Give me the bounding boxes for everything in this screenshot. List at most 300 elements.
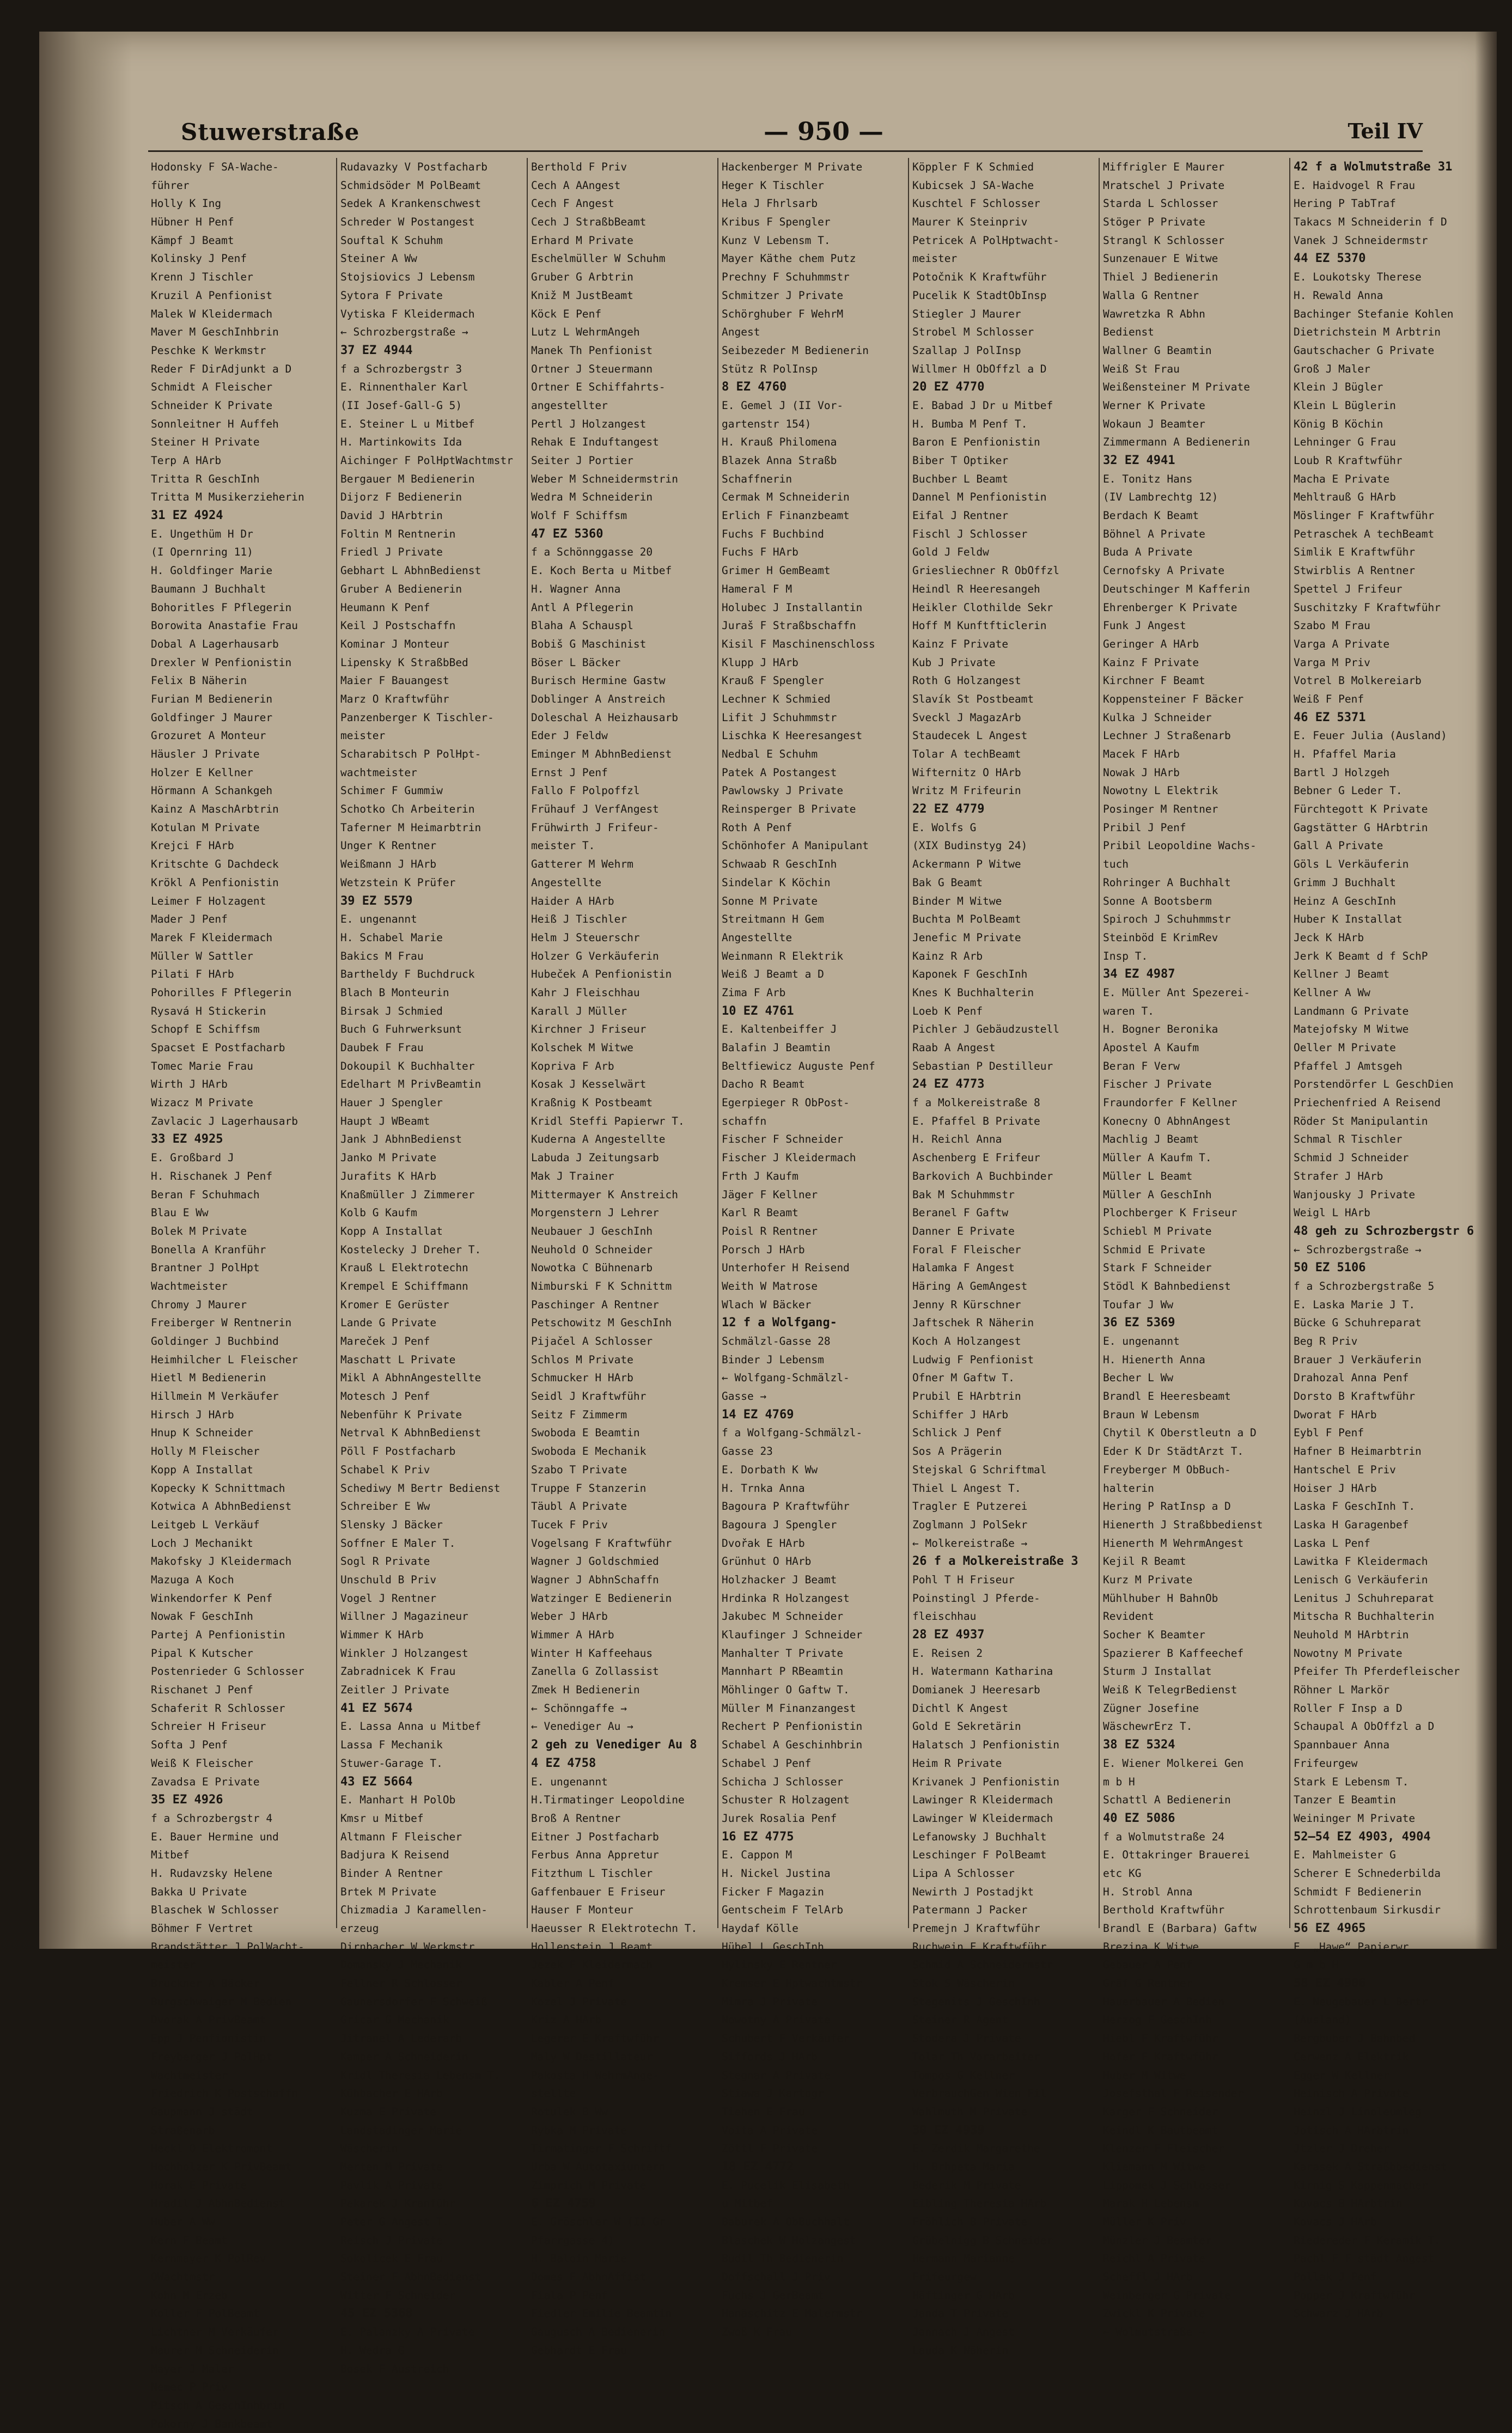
directory-entry: Wäscherin [340,2142,398,2155]
directory-entry: Seiter J Portier [531,454,633,467]
directory-entry: Nowotka C Bühnenarb [531,1261,653,1275]
directory-entry: Sebastian P Destilleur [912,1059,1053,1072]
directory-entry: Starda L Schlosser [1103,197,1218,210]
directory-entry: Stejskal G Schriftmal [912,1463,1047,1476]
directory-entry: Softa J Penf [151,1739,228,1752]
directory-entry: Gräf G Rentner [1103,1977,1193,1990]
directory-entry: Hantschel E Priv [1294,1463,1396,1476]
directory-entry: Kainz R Arb [912,949,983,962]
directory-entry: Schaupal A ObOffzl a D [1294,1720,1435,1733]
directory-entry: Ficker F Magazin [722,1885,824,1898]
directory-entry: Grübelnigg B Schneider [912,2234,1053,2247]
directory-entry: Schmälzl-Gasse 28 [722,1335,831,1347]
directory-entry: Kuschtel F Schlosser [912,197,1040,210]
directory-entry: Nowak J HArb [1103,766,1180,779]
directory-entry: E. Bauer Hermine und [151,1830,279,1843]
directory-entry: Angestellte [722,931,792,944]
directory-entry: Wifternitz O HArb [912,766,1021,779]
directory-entry: Dvořak E HArb [722,1536,805,1550]
directory-entry: Pokorny J Bankbeamt [151,2417,273,2430]
directory-entry: Bederik M Private [912,2179,1021,2192]
directory-entry: Souftal K Schuhm [340,234,443,247]
directory-entry: Dacho R Beamt [722,1078,805,1091]
directory-entry: Lechner K Schmied [722,692,831,705]
directory-entry: Doffschall J Priv [722,2271,831,2284]
directory-entry: Roth A Penf [722,821,792,834]
directory-entry: Dokoupil K Buchhalter [340,1059,475,1072]
directory-entry: Sonnleitner H Auffeh [151,417,279,430]
directory-entry: Hanäschitz E Malermstr [722,2307,863,2320]
directory-entry: Stegenits J GeschInh [912,1995,1040,2008]
directory-entry: H. Trnka Anna [722,1481,805,1495]
directory-entry: Kub J Private [912,656,996,669]
directory-entry: Konecny O AbhnAngest [1103,1114,1231,1127]
directory-entry: Schmidsöder M PolBeamt [340,179,481,192]
directory-entry: Spannbauer Anna [1294,1739,1390,1752]
directory-entry: Bakka U Private [151,1885,247,1898]
directory-entry: Scherer E Schnederbilda [1294,1867,1441,1880]
directory-entry: Mratschel J Private [1103,179,1225,192]
directory-entry: Bohoritles F Pflegerin [151,601,292,614]
directory-entry: 6 EZ 4759 [531,2197,596,2211]
directory-entry: Wolf F Schiffsm [531,509,627,522]
directory-entry: Pichler J Gebäudzustell [912,1023,1060,1036]
directory-entry: Epp J Penfionistin [151,2032,266,2045]
directory-entry: Pfarrgasse 4) [531,2234,614,2247]
directory-entry: Pilati F HArb [151,968,234,981]
directory-entry: H. Pfaffel Maria [1294,748,1396,760]
directory-entry: Seitz F Zimmerm [531,1408,627,1421]
directory-entry: Voita A Private [722,2124,818,2137]
directory-entry: Janko M Private [340,1151,437,1164]
directory-entry: gartenstr 154) [722,417,812,430]
directory-entry: Partej A Penfionistin [151,1629,285,1641]
directory-entry: Janda T Private [912,2307,1009,2320]
directory-entry: Gaugusch A Bedienerin [531,2326,666,2339]
directory-entry: Makofsky J Kleidermach [151,1555,292,1568]
directory-entry: Schlos M Private [531,1353,633,1366]
directory-entry: Kolb G Kaufm [340,1206,417,1219]
directory-entry: Krempel E Schiffmann [340,1279,468,1292]
directory-entry: Fraundorfer F Kellner [1103,1096,1237,1109]
directory-entry: Grünhut O HArb [722,1555,812,1568]
directory-entry: Steiner R Agent [912,2014,1009,2027]
directory-entry: 52—54 EZ 4903, 4904 [1294,1830,1431,1844]
directory-entry: Buch G Fuhrwerksunt [340,1023,462,1036]
directory-entry: Swoboda E Mechanik [531,1445,647,1458]
directory-entry: Lawinger R Kleidermach [912,1794,1053,1807]
directory-entry: Schmal R Tischler [1294,1133,1403,1146]
directory-entry: Brantner J PolHpt [151,1261,260,1275]
directory-entry: Eder K Dr StädtArzt T. [1103,1445,1244,1458]
directory-entry: Laska H Garagenbef [1294,1518,1409,1531]
directory-entry: Angest [722,326,760,339]
directory-entry: Varga M Priv [1294,656,1370,669]
directory-entry: Wlach W Bäcker [722,1298,812,1311]
directory-entry: E. Loukotsky Therese [1294,271,1422,284]
directory-entry: Unterhofer H Reisend [722,1261,850,1275]
column-divider [1289,158,1290,1928]
directory-entry: f a Schrozbergstraße 5 [1294,1279,1435,1292]
directory-entry: Schlick J Penf [912,1426,1002,1440]
directory-entry: Hering P RatInsp a D [1103,1500,1231,1513]
directory-entry: Hirsch J HArb [151,1408,234,1421]
directory-entry: Legerer E Kraftwführ [531,2032,659,2045]
column-5 [912,158,1096,2357]
directory-entry: H.Tirmatinger Leopoldine [531,1794,685,1807]
directory-entry: Maly W Destillateur [531,2050,653,2063]
directory-entry: Kirnig S Kappenmacher [1294,2179,1428,2192]
directory-entry: Dorsto B Kraftwführ [1294,1390,1416,1403]
directory-entry: Wanjousky J Private [1294,1188,1416,1201]
directory-entry: Mikl A AbhnAngestellte [340,1371,481,1385]
directory-entry: Gebhardt E Frau [531,2344,627,2357]
directory-entry: Prechny F Schuhmmstr [722,271,850,284]
directory-entry: Vogelsang F Kraftwführ [531,1536,672,1550]
directory-entry: Edelhart M PrivBeamtin [340,1078,481,1091]
directory-entry: Ackermann P Witwe [912,858,1021,871]
directory-entry: Aichinger F PolHptWachtmstr [340,454,513,467]
directory-entry: Mader J Penf [151,913,228,926]
directory-entry: Maurer M Schneiderin [151,2344,279,2357]
directory-entry: Maver M GeschInhbrin [151,326,279,339]
directory-entry: Kovacs B HArbtrin [1294,2197,1403,2210]
directory-entry: Reisch J Private [340,2234,443,2247]
directory-entry: Koch A Holzangest [912,1335,1021,1347]
directory-entry: Bosek F Austreich [340,2362,449,2375]
directory-entry: Krauß F Spengler [722,674,824,687]
directory-entry: Dietrichstein M Arbtrin [1294,326,1441,339]
directory-entry: meister [151,1959,196,1972]
directory-entry: E. „Hawe“ Papierwr [1294,1940,1409,1953]
directory-entry: Weiß K TelegrBedienst [1103,1684,1237,1697]
directory-entry: Rechert P Penfionistin [722,1720,863,1733]
directory-entry: Kisil F Maschinenschloss [722,637,875,650]
column-6 [1103,158,1287,2339]
directory-entry: Keindl K Bautbeamt [1103,2124,1218,2137]
directory-entry: Lenisch G Verkäuferin [1294,1573,1428,1586]
directory-entry: Goldfinger J Maurer [151,711,273,724]
directory-entry: Gaffenbauer E Friseur [531,1885,666,1898]
directory-entry: Aschenberg E Frifeur [912,1151,1040,1164]
directory-entry: H. Schabel Marie [340,931,443,944]
directory-entry: Schmid J Schneider [1294,1151,1409,1164]
directory-entry: Röhner L Markör [1294,1684,1390,1697]
directory-entry: f a Schönnggasse 20 [531,546,653,559]
directory-entry: Malek W Kleidermach [151,307,273,320]
directory-entry: Hodonsky F SA-Wache- [151,161,279,173]
directory-entry: Weigl L HArb [1294,1206,1370,1219]
directory-entry: Priechenfried A Reisend [1294,1096,1441,1109]
directory-entry: Neuhold O Schneider [531,1243,653,1256]
directory-entry: Freyberger J PolHpt [151,2050,273,2063]
directory-entry: Manek Th Penfionist [531,344,653,357]
directory-entry: H. Baloin Marie [531,2252,627,2265]
directory-entry: Cech J StraßbBeamt [531,216,647,229]
directory-entry: Fiala P Penf [531,2289,608,2302]
directory-entry: Bak M Schuhmmstr [912,1188,1015,1201]
directory-entry: Zoglmann J PolSekr [912,1518,1028,1531]
directory-entry: Seidl J Kraftwführ [531,1390,647,1403]
directory-entry: Heger K Tischler [722,179,824,192]
directory-entry: Weiß F Penf [1294,692,1364,705]
directory-entry: Fuchs J GerBeamt [722,2289,824,2302]
directory-entry: ← Schrozbergstraße → [1294,1243,1422,1256]
directory-entry: Cech F Angest [531,197,614,210]
directory-entry: Kämpf J Beamt [151,234,234,247]
directory-entry: Binder J Lebensm [722,1353,824,1366]
directory-entry: Stojsiovics J Lebensm [340,271,475,284]
directory-entry: Binder M Witwe [912,894,1002,907]
header-rule [148,150,1423,152]
directory-entry: Stütz R PolInsp [722,362,818,375]
directory-entry: Brandl E Heeresbeamt [1103,1390,1231,1403]
directory-entry: Insp T. [1103,949,1148,962]
directory-entry: Matejofsky M Witwe [1294,1023,1409,1036]
directory-entry: Müller M Finanzangest [722,1702,856,1715]
directory-entry: Schönhofer A Manipulant [722,839,869,852]
directory-entry: Strobel M Schlosser [912,326,1034,339]
directory-entry: Petricek A PolHptwacht- [912,234,1060,247]
directory-entry: Holubec J Installantin [722,601,863,614]
directory-entry: Jitranel A Lederarb [340,2032,462,2045]
directory-entry: Watzinger E Bedienerin [531,1591,672,1605]
directory-entry: Ofner M Gaftw T. [912,1371,1015,1385]
directory-entry: Heinz A GeschInh [1294,894,1396,907]
directory-entry: Gebhart L AbhnBedienst [340,564,481,577]
directory-entry: Jurafits K HArb [340,1169,437,1182]
directory-entry: Cech A AAngest [531,179,621,192]
directory-entry: Takacs M Schneiderin f D [1294,216,1447,229]
directory-entry: Haupt J WBeamt [340,1114,430,1127]
column-3 [531,158,715,2357]
directory-entry: Lawitka F Kleidermach [1294,1555,1428,1568]
directory-entry: E. Ungethüm H Dr [151,527,253,540]
directory-entry: Helm J Steuerschr [531,931,640,944]
directory-entry: Kopecky K Schnittmach [151,1481,285,1495]
directory-entry: Doblinger A Anstreich [531,692,666,705]
directory-entry: Unger K Rentner [340,839,437,852]
directory-entry: Winkler J Holzangest [340,1647,468,1660]
directory-entry: Holzer G Verkäuferin [531,949,659,962]
directory-entry: Heinisch A Private [1294,2087,1409,2100]
directory-entry: Swoboda E Beamtin [531,1426,640,1440]
directory-entry: Bak G Beamt [912,876,983,889]
directory-entry: Geringer A HArb [1103,637,1199,650]
directory-entry: E. Babad J Dr u Mitbef [912,399,1053,412]
directory-entry: f a Wolfgang-Schmälzl- [722,1426,863,1440]
directory-entry: Zimprich M Private [531,2179,647,2192]
directory-entry: Kulka J Schneider [1103,711,1212,724]
directory-entry: Häring A GemAngest [912,1279,1028,1292]
directory-entry: 40 EZ 5086 [1103,1811,1175,1825]
directory-entry: Eibling Theresia HArb [912,2197,1047,2210]
directory-entry: Posinger M Rentner [1103,803,1218,816]
directory-entry: Hietl M Bedienerin [151,1371,266,1385]
directory-entry: Stödl K Bahnbedienst [1103,1279,1231,1292]
directory-entry: H. Bogner Beronika [1103,1023,1218,1036]
directory-entry: Soffner E Maler T. [340,1536,456,1550]
directory-entry: Böser L Bäcker [531,656,621,669]
directory-entry: Kahr J Fleischhau [531,986,640,999]
directory-entry: E. Kaltenbeiffer J [722,1023,837,1036]
directory-entry: meister T. [531,839,595,852]
directory-entry: Tucek F Priv [531,1518,608,1531]
directory-entry: etc KG [1103,1867,1142,1880]
directory-entry: Böhnel A Private [1103,527,1205,540]
directory-entry: Haeusser R Elektrotechn T. [531,1922,698,1935]
directory-entry: Gaunersdorfer F Schweiß [340,1995,488,2008]
directory-entry: Landstadinger Marie [340,2124,462,2137]
directory-entry: Frühauf J VerfAngest [531,803,659,816]
directory-entry: Eder J Feldw [531,729,608,742]
directory-entry: Ortner J Steuermann [531,362,653,375]
directory-entry: 12 f a Wolfgang- [722,1316,837,1330]
directory-entry: schaffn [722,1114,767,1127]
directory-entry: Lechner J Straßenarb [1103,729,1231,742]
directory-entry: Suschitzky F Kraftwführ [1294,601,1441,614]
directory-entry: Hering P TabTraf [1294,197,1396,210]
directory-entry: Borowita Anastafie Frau [151,619,298,632]
directory-entry: (IV Lambrechtg 12) [1103,491,1218,504]
directory-columns [151,158,1474,2430]
directory-entry: Cermak M Schneiderin [722,491,850,504]
directory-entry: Baron E Penfionistin [912,436,1040,449]
directory-entry: 10 EZ 4761 [722,1004,794,1018]
directory-entry: ← Wolmutstraße → [1103,2326,1205,2339]
directory-entry: Truppe F Stanzerin [531,1481,647,1495]
directory-entry: Rudavazky V Postfacharb [340,161,488,173]
directory-entry: Pohorilles F Pflegerin [151,986,292,999]
directory-entry: Lawinger W Kleidermach [912,1812,1053,1825]
directory-entry: Rybka M Private [531,2124,627,2137]
directory-entry: f a Schrozbergstr 3 [340,362,462,375]
directory-entry: Mak J Trainer [531,1169,614,1182]
directory-entry: Schwaab R GeschInh [722,858,837,871]
directory-entry: E. Großbard J [151,1151,234,1164]
directory-entry: 37 EZ 4944 [340,343,413,357]
directory-entry: Holly K Ing [151,197,222,210]
directory-entry: Ernst J Penf [531,766,608,779]
directory-entry: Schreder W Postangest [340,216,475,229]
directory-entry: Hradil J AbhnBedienst [151,2197,285,2210]
directory-entry: E. ungenannt [340,913,417,926]
directory-entry: Kremser E Hptwachtmstr [722,1977,863,1990]
directory-entry: Beltfiewicz Auguste Penf [722,1059,875,1072]
directory-entry: meister [340,729,386,742]
directory-entry: Zavlacic J Lagerhausarb [151,1114,298,1127]
directory-entry: 35 EZ 4926 [151,1793,223,1807]
directory-entry: 24 EZ 4773 [912,1077,985,1092]
directory-entry: Apostel A Kaufm [1103,1041,1199,1054]
directory-entry: Juraš F Straßbschaffn [722,619,856,632]
directory-entry: Roth G Holzangest [912,674,1021,687]
directory-entry: Nedbal E Schuhm [722,748,818,760]
directory-entry: Weinmann R Elektrik [722,949,844,962]
directory-entry: Haydaf Kölle [722,1922,798,1935]
directory-entry: Szabo M Frau [1294,619,1370,632]
directory-entry: Bedienst [1103,326,1154,339]
directory-entry: 32 EZ 4941 [1103,454,1175,467]
directory-entry: Schrottenbaum Sirkusdir [1294,1904,1441,1917]
directory-entry: Zeitler J Private [340,1684,449,1697]
directory-entry: Wimmer K HArb [340,1629,424,1641]
directory-entry: Knes K Buchhalterin [912,986,1034,999]
directory-entry: Potočnik K Kraftwführ [912,271,1047,284]
directory-entry: E. Gemel J (II Vor- [722,399,844,412]
directory-entry: Herzog F GeschInh [1103,2014,1212,2027]
directory-entry: Binder A Rentner [340,1867,443,1880]
directory-entry: Streitmann H Gem [722,913,824,926]
directory-entry: waren T. [1103,1004,1154,1017]
directory-entry: Zanella G Zollassist [531,1665,659,1678]
directory-entry: Schreiber E Ww [340,1500,430,1513]
directory-entry: Riedereder F Keramik T. [1294,2234,1441,2247]
directory-entry: 33 EZ 4925 [151,1132,223,1147]
directory-entry: Wokaun J Beamter [1103,417,1205,430]
directory-entry: Cerwenz A Elektrik [1294,2050,1409,2063]
directory-entry: führer [151,179,190,192]
directory-entry: Müller L Beamt [1103,1169,1193,1182]
directory-entry: Schabel A Geschinhbrin [722,1739,863,1752]
directory-entry: E. Mahlmeister G [1294,1849,1396,1862]
directory-entry: Ruchwein F Kraftwführ [912,1940,1047,1953]
directory-entry: E. Cappon M [722,1849,792,1862]
directory-entry: Huber M Witwe [1103,2069,1186,2082]
directory-entry: Möslinger F Kraftwführ [1294,509,1435,522]
directory-entry: Mayer Käthe chem Putz [722,252,856,265]
directory-entry: Schotko Ch Arbeiterin [340,803,475,816]
directory-entry: Kostelecky J Dreher T. [340,1243,481,1256]
directory-entry: Keil J Postschaffn [340,619,456,632]
directory-entry: Leimer F Holzagent [151,894,266,907]
directory-entry: Nowotny M Private [1294,1647,1403,1660]
directory-entry: Schmid E Private [1103,1243,1205,1256]
directory-entry: Beran F Verw [1103,1059,1180,1072]
directory-entry: Fischer J Kleidermach [722,1151,856,1164]
directory-entry: Schmid A Schneidermstr [912,1959,1053,1972]
directory-entry: 26 f a Molkereistraße 3 [912,1554,1078,1569]
directory-entry: Hela J Fhrlsarb [722,197,818,210]
directory-entry: Szabo T Private [531,1463,627,1476]
directory-entry: Dijorz F Bedienerin [340,491,462,504]
directory-entry: Hauser F Monteur [531,1904,633,1917]
directory-entry: Huber K Installat [1294,913,1403,926]
directory-entry: Gasse 23 [722,1445,773,1458]
directory-entry: Tritta M Musikerzieherin [151,491,304,504]
directory-entry: Balafin J Beamtin [722,1041,831,1054]
directory-entry: Toufar J Ww [1103,1298,1174,1311]
directory-entry: 2 geh zu Venediger Au 8 [531,1738,697,1752]
directory-entry: Mühlhuber H BahnOb [1103,1591,1218,1605]
directory-entry: Spettel J Frifeur [1294,582,1403,595]
directory-entry: Sturm J Installat [1103,1665,1212,1678]
directory-entry: Steiner H Private [151,436,260,449]
directory-entry: Karall J Müller [531,1004,627,1017]
directory-entry: Kunz V Lebensm T. [722,234,831,247]
directory-entry: Heiß J Tischler [531,913,627,926]
directory-entry: Bolek M Private [151,1224,247,1237]
directory-entry: Krejci F HArb [151,839,234,852]
directory-entry: Dworat F HArb [1294,1408,1377,1421]
directory-entry: Klaufinger J Schneider [722,1629,863,1641]
directory-entry: Eitner J Postfacharb [531,1830,659,1843]
directory-entry: Domianek J Heeresarb [912,1684,1040,1697]
directory-entry: Stok S Wäscherin [912,1977,1015,1990]
directory-entry: Frifeurgew [1294,1757,1358,1770]
directory-entry: Holzer E Kellner [151,766,253,779]
directory-entry: Neubauer J GeschInh [531,1224,653,1237]
